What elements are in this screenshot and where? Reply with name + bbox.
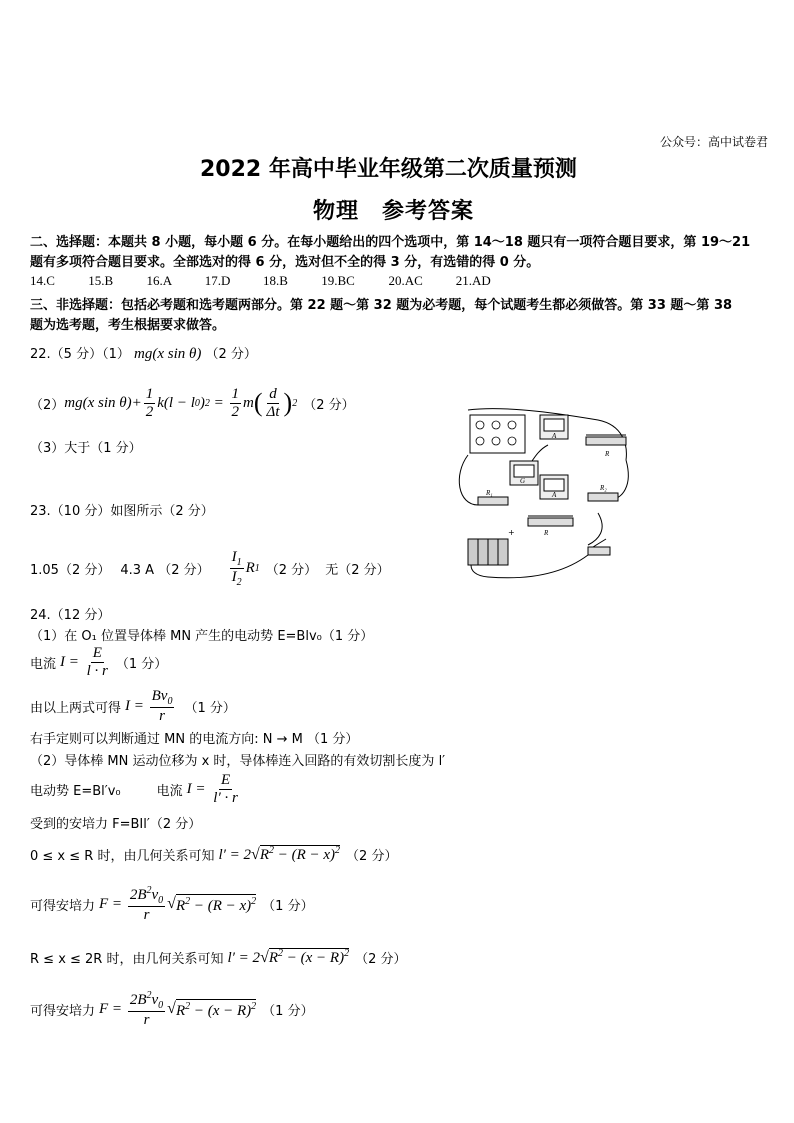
answer-16: 16.A [146,273,173,288]
q22-part1 [30,343,257,363]
q24-l3 [30,688,236,725]
page-title: 2022 年高中毕业年级第二次质量预测 [200,157,577,182]
corner-note: 公众号：高中试卷君 [660,135,769,149]
q22-p2-score: （2 分） [303,397,355,413]
section3-line1: 三、非选择题：包括必考题和选考题两部分。第 22 题～第 32 题为必考题，每个试题考生都必须做答。第 33 题～第 38 [30,298,733,313]
q24-l6 [30,772,242,806]
section2-line1: 二、选择题：本题共 8 小题，每小题 6 分。在每小题给出的四个选项中，第 14～18 题只有一项符合题目要求，第 19～21 [30,235,751,250]
answer-20: 20.AC [388,273,423,288]
q24-l11 [30,990,314,1029]
q24-head: 24.（12 分） [30,608,111,623]
q24-l3-formula: I = $\frac{Bv_0}{r}$ [125,688,173,724]
q24-l11-score: （1 分） [262,1003,314,1019]
galvanometer-icon [510,461,538,485]
q24-l2-score: （1 分） [115,656,168,672]
q24-l6-formula: I = $\frac{E}{l' \cdot r}$ [186,772,238,806]
battery-icon [468,528,515,565]
q24-l11-formula: F = $\frac{2B^2v_0}{r}$ √ $R^2 - (x - R)^2$ [99,990,257,1028]
circuit-diagram [448,405,638,585]
label-r-top: R [605,450,610,458]
q22-p2-formula: mg(x sin θ)+ $\frac{1}{2}$ k(l − l 0 ) 2 = $\frac{1}{2}$ m ( $\frac{d}{\Delta t}$ ) 2 [64,386,298,420]
ammeter-a2-icon [540,475,568,499]
ammeter-a1-icon [540,415,568,440]
q24-l6b: 电流 [156,783,183,799]
q24-l8-prefix: 0 ≤ x ≤ R 时，由几何关系可知 [30,849,215,864]
q24-l6a: 电动势 E=Bl′v₀ [30,783,121,799]
q23-a1: 1.05（2 分） [30,563,111,578]
resistor-r1-icon [478,489,508,505]
q24-l9-prefix: 可得安培力 [30,898,96,914]
rheostat-bottom-icon [528,516,573,537]
answer-17: 17.D [204,273,231,288]
answer-19: 19.BC [321,273,355,288]
answer-21: 21.AD [455,273,491,288]
answer-row [30,273,511,289]
q23-head: 23.（10 分）如图所示（2 分） [30,504,214,519]
label-a1: A [552,432,557,440]
q22-p1-formula: mg(x sin θ) [134,346,202,362]
q24-l8-formula: $l' = 2√R^2 - (R - x)^2$ [218,845,341,863]
q22-part2 [30,386,355,420]
q23-a4: 无（2 分） [325,563,390,578]
q24-l9 [30,885,314,924]
q24-l3-score: （1 分） [184,700,236,716]
knife-switch-icon [588,539,610,555]
section2-line2: 题有多项符合题目要求。全部选对的得 6 分，选对但不全的得 3 分，有选错的得 0 分。 [30,255,540,270]
q24-l2-prefix: 电流 [30,656,57,672]
resistor-r2-icon [588,484,618,501]
q23-a3-score: （2 分） [265,563,318,578]
q23-a2: 4.3 A （2 分） [120,563,210,578]
q24-l2 [30,645,167,679]
q24-l10-score: （2 分） [355,952,407,967]
label-r1: R₁ [486,489,493,497]
label-a2: A [552,491,557,499]
q24-l8-score: （2 分） [346,849,398,864]
answer-15: 15.B [88,273,114,288]
q22-part3: （3）大于（1 分） [30,441,142,456]
q24-l10-prefix: R ≤ x ≤ 2R 时，由几何关系可知 [30,952,224,967]
q24-l10-formula: $l' = 2√R^2 - (x - R)^2$ [227,948,350,966]
q24-l8 [30,845,397,864]
section3-line2: 题为选考题，考生根据要求做答。 [30,318,226,333]
label-plus: + [508,528,515,537]
page-subtitle: 物理 参考答案 [313,199,475,224]
label-r-bottom: R [544,529,549,537]
q24-l5: （2）导体棒 MN 运动位移为 x 时，导体棒连入回路的有效切割长度为 l′ [30,754,446,769]
q24-l4: 右手定则可以判断通过 MN 的电流方向: N → M （1 分） [30,732,359,747]
switch-panel [470,415,525,453]
q24-l3-prefix: 由以上两式可得 [30,700,122,716]
q24-l2-formula: I = $\frac{E}{l \cdot r}$ [60,645,108,679]
q22-p2-label: （2） [30,397,65,413]
q22-p1-label: 22.（5 分）（1） [30,347,130,362]
q24-l10 [30,948,406,967]
label-r2: R₂ [600,484,607,492]
q24-l1: （1）在 O₁ 位置导体棒 MN 产生的电动势 E=Blv₀（1 分） [30,629,374,644]
label-g: G [520,477,526,485]
answer-14: 14.C [30,273,55,288]
q24-l7: 受到的安培力 F=BIl′（2 分） [30,817,202,832]
q24-l11-prefix: 可得安培力 [30,1003,96,1019]
q22-p1-score: （2 分） [205,347,257,362]
answer-18: 18.B [263,273,288,288]
q23-answers [30,549,390,588]
q23-a3-formula: $\frac{I_1}{I_2}$ R 1 [231,549,260,588]
rheostat-top-icon [586,435,626,458]
q24-l9-formula: F = $\frac{2B^2v_0}{r}$ √ $R^2 - (R - x)^2$ [99,885,257,923]
q24-l9-score: （1 分） [262,898,314,914]
